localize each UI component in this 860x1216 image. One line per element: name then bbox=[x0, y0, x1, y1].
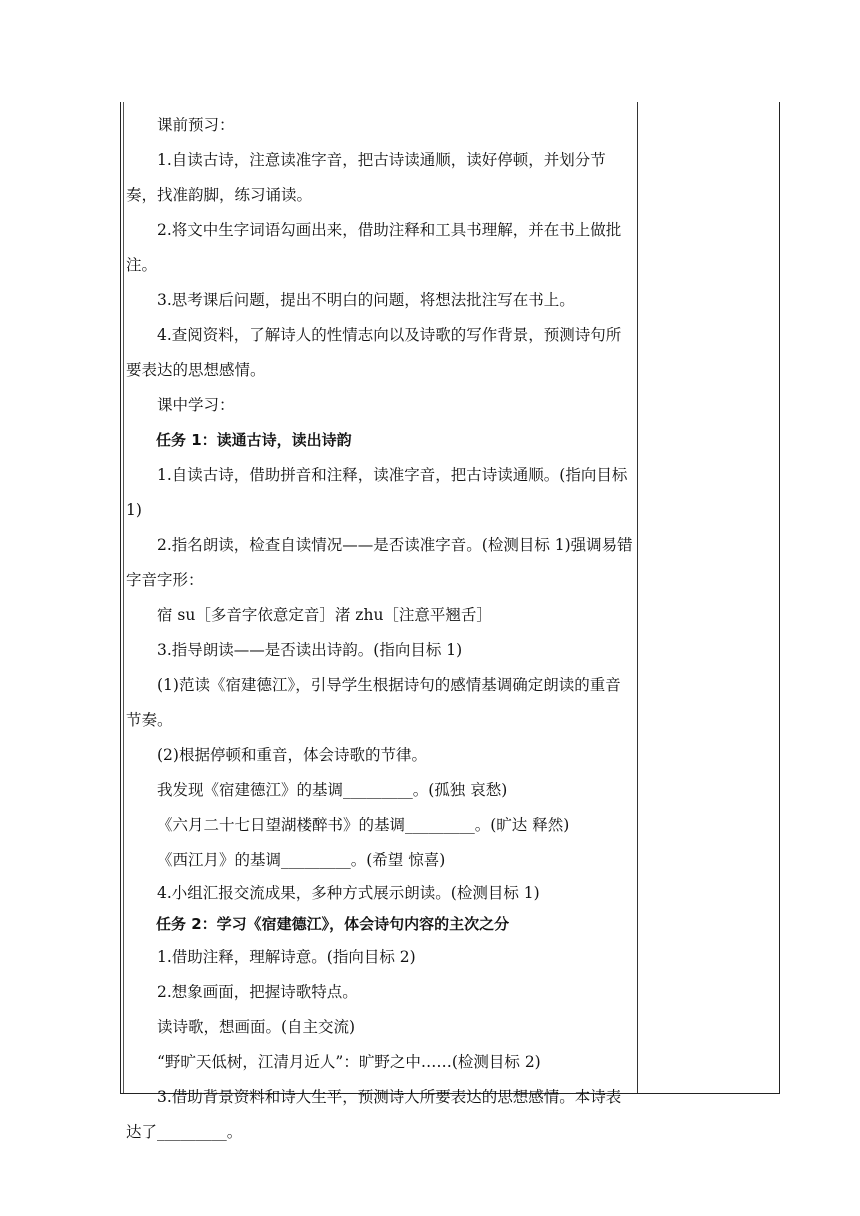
column-divider bbox=[637, 102, 638, 1094]
task-1-step-3-sub-1: (1)范读《宿建德江》，引导学生根据诗句的感情基调确定朗读的重音节奏。 bbox=[126, 676, 621, 729]
task-1-step-1: 1.自读古诗，借助拼音和注释，读准字音，把古诗读通顺。(指向目标 1) bbox=[126, 466, 628, 519]
task-2-quote: “野旷天低树，江清月近人”：旷野之中……(检测目标 2) bbox=[157, 1053, 541, 1071]
section-heading-preview: 课前预习： bbox=[157, 116, 235, 134]
preview-item-1: 1.自读古诗，注意读准字音，把古诗读通顺，读好停顿，并划分节奏，找准韵脚，练习诵读。 bbox=[126, 151, 606, 204]
table-border-right bbox=[779, 102, 780, 1094]
task-2-step-3: 3.借助背景资料和诗人生平，预测诗人所要表达的思想感情。本诗表达了_________。 bbox=[126, 1088, 622, 1141]
task-1-heading: 任务 1：读通古诗，读出诗韵 bbox=[156, 431, 352, 449]
task-2-step-1: 1.借助注释，理解诗意。(指向目标 2) bbox=[157, 948, 416, 966]
table-border-left-inner bbox=[123, 102, 124, 1094]
task-2-step-2: 2.想象画面，把握诗歌特点。 bbox=[157, 983, 358, 1001]
task-2-heading: 任务 2：学习《宿建德江》，体会诗句内容的主次之分 bbox=[156, 915, 510, 933]
task-1-step-3-sub-2: (2)根据停顿和重音，体会诗歌的节律。 bbox=[157, 746, 427, 764]
lesson-table bbox=[120, 102, 780, 1141]
task-1-step-4: 4.小组汇报交流成果，多种方式展示朗读。(检测目标 1) bbox=[157, 884, 540, 902]
tone-blank-3: 《西江月》的基调_________。(希望 惊喜) bbox=[157, 851, 446, 869]
pronunciation-note: 宿 su［多音字依意定音］渚 zhu［注意平翘舌］ bbox=[157, 606, 492, 624]
preview-item-4: 4.查阅资料，了解诗人的性情志向以及诗歌的写作背景，预测诗句所要表达的思想感情。 bbox=[126, 326, 622, 379]
tone-blank-1: 我发现《宿建德江》的基调_________。(孤独 哀愁) bbox=[157, 781, 508, 799]
preview-item-3: 3.思考课后问题，提出不明白的问题，将想法批注写在书上。 bbox=[157, 291, 575, 309]
section-heading-class: 课中学习： bbox=[157, 396, 235, 414]
task-1-step-2: 2.指名朗读，检查自读情况——是否读准字音。(检测目标 1)强调易错字音字形： bbox=[126, 536, 633, 589]
task-1-step-3: 3.指导朗读——是否读出诗韵。(指向目标 1) bbox=[157, 641, 463, 659]
task-2-activity: 读诗歌，想画面。(自主交流) bbox=[157, 1018, 356, 1036]
table-border-left bbox=[120, 102, 121, 1094]
lesson-content-cell bbox=[126, 108, 634, 1150]
tone-blank-2: 《六月二十七日望湖楼醉书》的基调_________。(旷达 释然) bbox=[157, 816, 570, 834]
preview-item-2: 2.将文中生字词语勾画出来，借助注释和工具书理解，并在书上做批注。 bbox=[126, 221, 622, 274]
